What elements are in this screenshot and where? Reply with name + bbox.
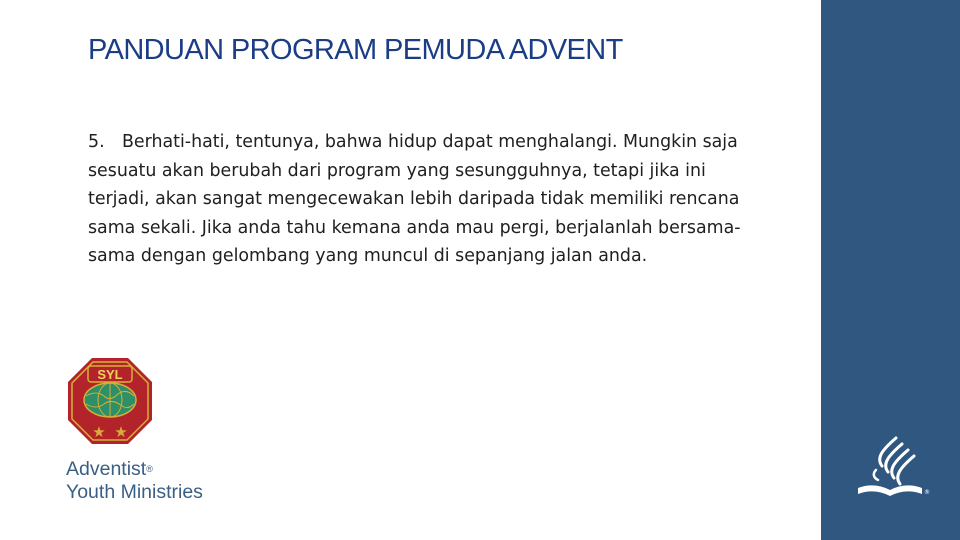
item-number: 5. <box>88 132 105 152</box>
adventist-youth-ministries-wordmark <box>66 458 203 504</box>
body-text: Berhati-hati, tentunya, bahwa hidup dapat menghalangi. Mungkin saja sesuatu akan berubah dari program yang sesungguhnya, tetapi jika ini terjadi, akan sangat mengecewakan lebih daripada tidak memiliki rencana sama sekali. Jika anda tahu kemana anda mau pergi, berjalanlah bersama-sama dengan gelombang yang muncul di sepanjang jalan anda. <box>88 132 741 266</box>
svg-text:★: ★ <box>114 423 128 441</box>
svg-text:®: ® <box>924 489 930 496</box>
body-paragraph <box>88 128 748 271</box>
syl-emblem-icon <box>66 356 154 446</box>
svg-text:★: ★ <box>92 423 106 441</box>
org-line-1: Adventist <box>66 458 147 480</box>
registered-mark: ® <box>146 464 153 474</box>
slide-title: PANDUAN PROGRAM PEMUDA ADVENT <box>88 34 623 66</box>
adventist-church-logo-icon <box>852 436 930 504</box>
org-line-2: Youth Ministries <box>66 481 203 503</box>
emblem-text: SYL <box>97 367 123 382</box>
